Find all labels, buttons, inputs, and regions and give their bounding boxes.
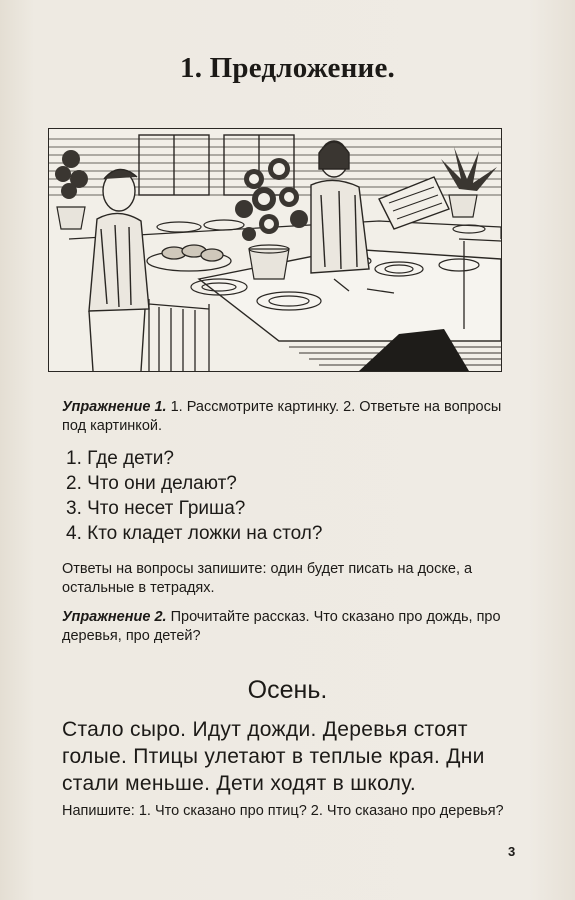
answers-note: Ответы на вопросы запишите: один будет писать на доске, а остальные в тетрадях. xyxy=(62,561,473,596)
question-4: 4. Кто кладет ложки на стол? xyxy=(66,523,323,544)
story-line-2: голые. Птицы улетают в теплые края. Дни xyxy=(62,745,485,768)
exercise-1-text: 1. Рассмотрите картинку. 2. Ответьте на вопросы под картинкой. xyxy=(62,399,502,434)
question-2: 2. Что они делают? xyxy=(66,473,237,494)
story-line-1: Стало сыро. Идут дожди. Деревья стоят xyxy=(62,718,468,741)
question-list xyxy=(66,446,506,546)
question-1: 1. Где дети? xyxy=(66,448,174,469)
story-text xyxy=(62,716,532,797)
page-number: 3 xyxy=(508,844,516,859)
exercise-2-instructions xyxy=(62,608,522,646)
writing-task: Напишите: 1. Что сказано про птиц? 2. Что сказано про деревья? xyxy=(62,803,504,819)
exercise-2-label: Упражнение 2. xyxy=(62,609,167,625)
illustration-children-setting-table xyxy=(48,128,502,372)
page-title: 1. Предложение. xyxy=(180,52,395,84)
exercise-2-text: Прочитайте рассказ. Что сказано про дождь, про деревья, про детей? xyxy=(62,609,501,644)
question-3: 3. Что несет Гриша? xyxy=(66,498,246,519)
story-line-3: стали меньше. Дети ходят в школу. xyxy=(62,772,417,795)
story-heading: Осень. xyxy=(247,676,328,704)
exercise-1-instructions xyxy=(62,398,522,436)
exercise-1-label: Упражнение 1. xyxy=(62,399,167,415)
